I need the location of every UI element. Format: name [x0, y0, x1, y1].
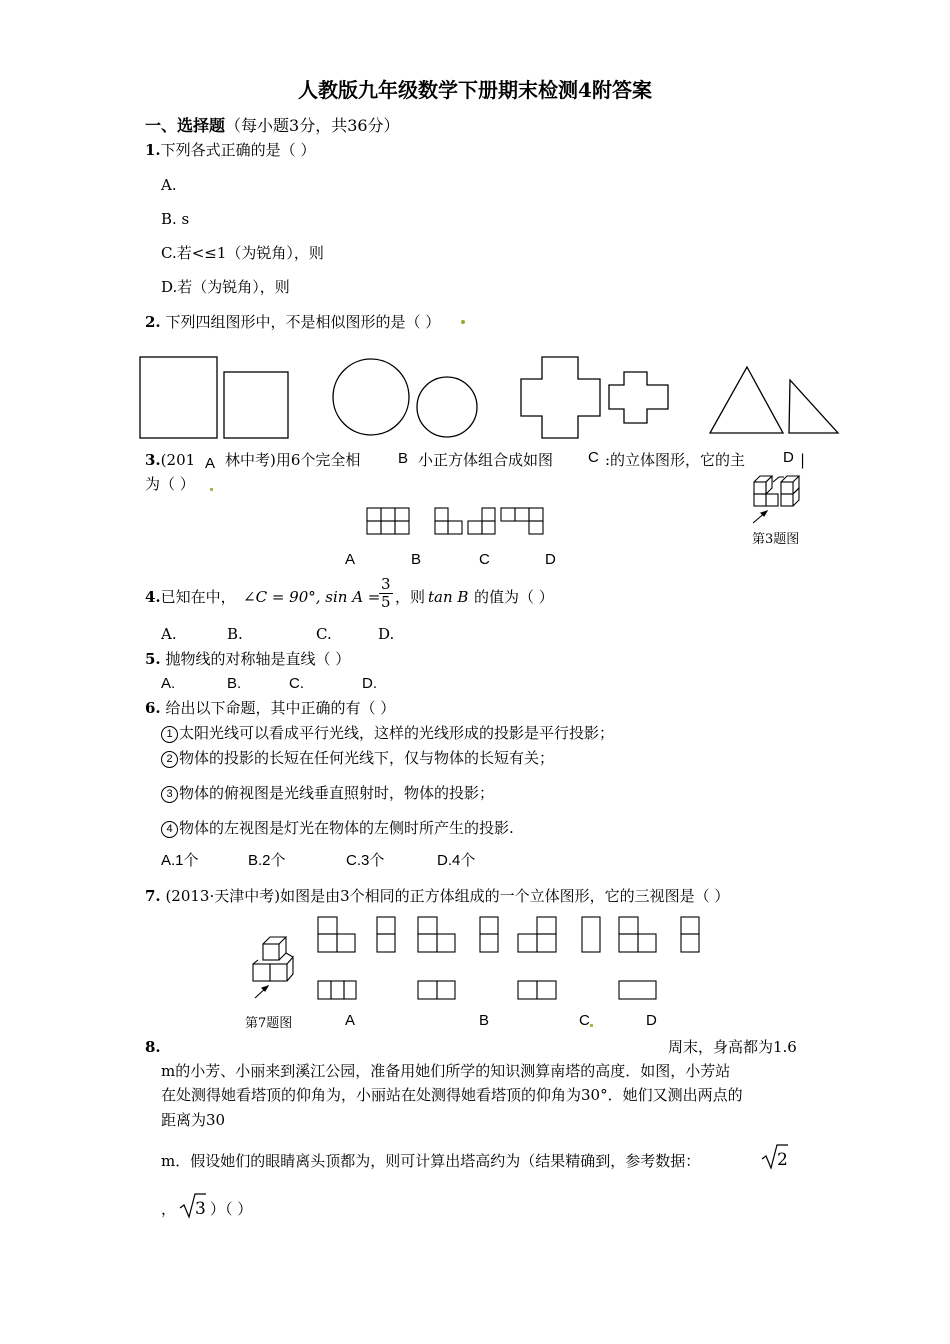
- q4-condition: ∠C = 90°, sin A =: [243, 588, 381, 606]
- section-name: 一、选择题: [145, 116, 226, 135]
- q8-line4: 距离为30: [161, 1111, 226, 1129]
- q8-line3: 在处测得她看塔顶的仰角为，小丽站在处测得她看塔顶的仰角为30°．她们又测出两点的: [161, 1086, 743, 1104]
- q6-mark-1: 1: [161, 726, 178, 743]
- q5-number: 5.: [145, 650, 161, 668]
- q7-option-label-c: C: [579, 1012, 590, 1029]
- q6-option-d: D.4个: [437, 852, 476, 869]
- q1-option-a: A.: [161, 176, 177, 194]
- q4-post: 的值为（ ）: [474, 588, 554, 606]
- q6-item-1-text: 太阳光线可以看成平行光线，这样的光线形成的投影是平行投影；: [179, 724, 615, 742]
- q6-option-b: B.2个: [248, 852, 286, 869]
- q7-option-a-views: [318, 917, 395, 999]
- q3-option-label-d: D: [545, 551, 556, 568]
- q8-number: 8.: [145, 1038, 161, 1056]
- q4-option-b: B.: [227, 625, 243, 643]
- q8-line2: m的小芳、小丽来到溪江公园，准备用她们所学的知识测算南塔的高度．如图，小芳站: [161, 1062, 731, 1080]
- q7-number: 7.: [145, 887, 161, 905]
- q3-number: 3.: [145, 451, 161, 469]
- q5-stem: 抛物线的对称轴是直线（ ）: [165, 650, 351, 668]
- q8-line1: 周末，身高都为1.6: [668, 1038, 797, 1056]
- q1-option-d: D.若（为锐角），则: [161, 278, 290, 296]
- q3-text-b: 林中考)用6个完全相: [225, 451, 361, 469]
- q1-option-b: B. s: [161, 210, 190, 228]
- q3-figure-caption: 第3题图: [752, 532, 800, 547]
- q8-line5: m．假设她们的眼睛离头顶都为，则可计算出塔高约为（结果精确到，参考数据：: [161, 1152, 701, 1170]
- q6-option-a: A.1个: [161, 852, 199, 869]
- q4-number: 4.: [145, 588, 161, 606]
- q3-text-a: (201: [160, 451, 196, 469]
- q7-option-b-views: [418, 917, 498, 999]
- q3-option-label-a: A: [345, 551, 356, 568]
- q3-option-label-b: B: [411, 551, 422, 568]
- q5-option-a: A.: [161, 675, 176, 692]
- q4-option-c: C.: [316, 625, 332, 643]
- q6-mark-3: 3: [161, 786, 178, 803]
- section-note: （每小题3分，共36分）: [225, 116, 400, 135]
- q4-frac-num: 3: [381, 575, 391, 593]
- q6-option-c: C.3个: [346, 852, 385, 869]
- q3-text-d: :的立体图形，它的主: [605, 451, 746, 469]
- q8-comma: ，: [161, 1200, 177, 1218]
- q2-number: 2.: [145, 313, 161, 331]
- q7-option-d-views: [619, 917, 699, 999]
- q6-mark-4: 4: [161, 821, 178, 838]
- q3-line2: 为（ ）: [145, 475, 195, 493]
- q6-item-4-text: 物体的左视图是灯光在物体的左侧时所产生的投影.: [179, 819, 514, 837]
- q5-option-d: D.: [362, 675, 377, 692]
- q4-option-d: D.: [378, 625, 395, 643]
- q6-mark-2: 2: [161, 751, 178, 768]
- q3-bar: |: [800, 451, 806, 469]
- q4-frac-den: 5: [381, 593, 391, 611]
- stray-dot: [590, 1024, 593, 1027]
- q5-option-b: B.: [227, 675, 242, 692]
- q1-option-c: C.若<≤1（为锐角），则: [161, 244, 324, 262]
- q5-option-c: C.: [289, 675, 304, 692]
- q6-stem: 给出以下命题，其中正确的有（ ）: [165, 699, 396, 717]
- q3-option-label-c: C: [479, 551, 490, 568]
- q7-stem: (2013·天津中考)如图是由3个相同的正方体组成的一个立体图形，它的三视图是（ ）: [165, 887, 730, 905]
- q8-end: ）（ ）: [210, 1200, 253, 1218]
- q7-figure-caption: 第7题图: [245, 1016, 293, 1031]
- q7-solid-figure: [253, 937, 293, 998]
- q7-option-label-b: B: [479, 1012, 490, 1029]
- q7-option-c-views: [518, 917, 600, 999]
- q1-stem: 下列各式正确的是（ ）: [160, 141, 316, 159]
- q3-overlay-b: B: [398, 450, 409, 467]
- q3-overlay-d: D: [783, 449, 794, 466]
- q4-mid: ，则: [395, 588, 426, 606]
- q6-item-3-text: 物体的俯视图是光线垂直照射时，物体的投影；: [179, 784, 495, 802]
- q4-pre: 已知在中，: [160, 588, 236, 606]
- page-title: 人教版九年级数学下册期末检测4附答案: [298, 78, 652, 102]
- q6-number: 6.: [145, 699, 161, 717]
- q1-number: 1.: [145, 141, 161, 159]
- q8-sqrt2: 2: [777, 1150, 788, 1170]
- q4-tan: tan B: [428, 588, 469, 606]
- q6-item-2-text: 物体的投影的长短在任何光线下，仅与物体的长短有关；: [179, 749, 555, 767]
- q8-sqrt3: 3: [195, 1199, 206, 1219]
- q3-overlay-c: C: [588, 449, 599, 466]
- q4-option-a: A.: [161, 625, 177, 643]
- q7-option-label-d: D: [646, 1012, 657, 1029]
- q7-option-label-a: A: [345, 1012, 356, 1029]
- q3-text-c: 小正方体组合成如图: [418, 451, 554, 469]
- q3-overlay-a: A: [205, 455, 216, 472]
- q2-stem: 下列四组图形中，不是相似图形的是（ ）: [165, 313, 441, 331]
